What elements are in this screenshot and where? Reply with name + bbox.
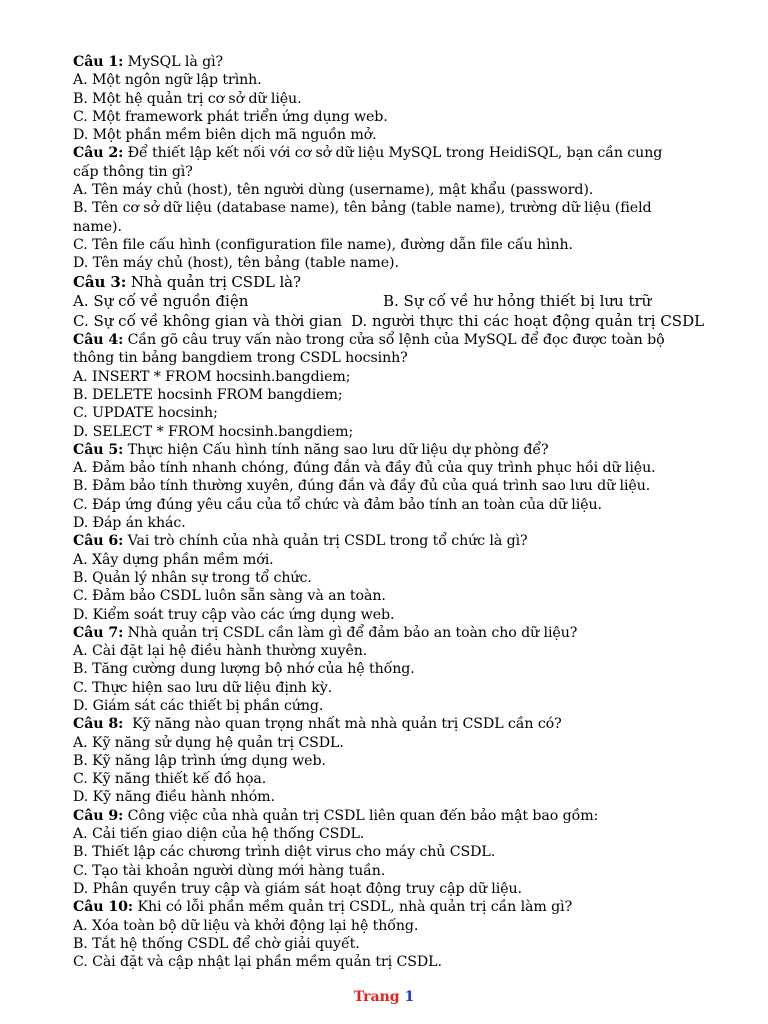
question-8-title xyxy=(73,715,728,733)
question-10-text: Khi có lỗi phần mềm quản trị CSDL, nhà quản trị cần làm gì? xyxy=(133,899,573,916)
question-5-text: Thực hiện Cấu hình tính năng sao lưu dữ liệu dự phòng để? xyxy=(123,441,549,458)
question-2-option-b: B. Tên cơ sở dữ liệu (database name), tên bảng (table name), trường dữ liệu (field xyxy=(73,200,652,217)
question-4-option-c: C. UPDATE hocsinh; xyxy=(73,405,218,422)
question-10-title xyxy=(73,898,728,916)
question-1 xyxy=(73,53,728,144)
question-3-text: Nhà quản trị CSDL là? xyxy=(126,272,301,291)
question-1-title xyxy=(73,53,728,71)
question-5-option-d: D. Đáp án khác. xyxy=(73,515,186,532)
page-number: 1 xyxy=(404,989,415,1005)
question-5-option-c: C. Đáp ứng đúng yêu cầu của tổ chức và đảm bảo tính an toàn của dữ liệu. xyxy=(73,496,602,513)
question-3-option-b: B. Sự cố về hư hỏng thiết bị lưu trữ xyxy=(383,292,652,311)
question-8-option-b: B. Kỹ năng lập trình ứng dụng web. xyxy=(73,752,326,769)
question-2-option-a: A. Tên máy chủ (host), tên người dùng (username), mật khẩu (password). xyxy=(73,182,594,199)
question-6-option-b: B. Quản lý nhân sự trong tổ chức. xyxy=(73,569,312,586)
question-6-option-c: C. Đảm bảo CSDL luôn sẵn sàng và an toàn. xyxy=(73,588,386,605)
question-7-text: Nhà quản trị CSDL cần làm gì để đảm bảo an toàn cho dữ liệu? xyxy=(123,624,578,641)
question-6-option-a: A. Xây dựng phần mềm mới. xyxy=(73,551,274,568)
question-9-text: Công việc của nhà quản trị CSDL liên quan đến bảo mật bao gồm: xyxy=(123,807,599,824)
question-4-text-line-1: Cần gõ câu truy vấn nào trong cửa sổ lệnh của MySQL để đọc được toàn bộ xyxy=(123,332,665,349)
question-8-option-c: C. Kỹ năng thiết kế đồ họa. xyxy=(73,771,267,788)
question-5 xyxy=(73,441,728,532)
question-6-option-d: D. Kiểm soát truy cập vào các ứng dụng web. xyxy=(73,606,395,623)
question-9-option-b: B. Thiết lập các chương trình diệt virus cho máy chủ CSDL. xyxy=(73,844,496,861)
question-4-option-d: D. SELECT * FROM hocsinh.bangdiem; xyxy=(73,423,354,440)
question-1-option-d: D. Một phần mềm biên dịch mã nguồn mở. xyxy=(73,127,377,144)
question-7-option-c: C. Thực hiện sao lưu dữ liệu định kỳ. xyxy=(73,679,333,696)
page-label: Trang xyxy=(353,989,405,1005)
question-8-option-d: D. Kỹ năng điều hành nhóm. xyxy=(73,789,275,806)
question-6-title xyxy=(73,532,728,550)
question-10-option-a: A. Xóa toàn bộ dữ liệu và khởi động lại hệ thống. xyxy=(73,917,419,934)
question-4-option-b: B. DELETE hocsinh FROM bangdiem; xyxy=(73,386,343,403)
question-10-option-c: C. Cài đặt và cập nhật lại phần mềm quản trị CSDL. xyxy=(73,954,442,971)
question-1-text: MySQL là gì? xyxy=(123,54,224,70)
question-2-option-d: D. Tên máy chủ (host), tên bảng (table name). xyxy=(73,255,399,272)
question-3 xyxy=(73,273,728,332)
question-4-option-a: A. INSERT * FROM hocsinh.bangdiem; xyxy=(73,368,351,385)
question-9 xyxy=(73,807,728,898)
question-9-option-c: C. Tạo tài khoản người dùng mới hàng tuần. xyxy=(73,862,386,879)
question-3-number: Câu 3: xyxy=(73,272,127,291)
question-7-number: Câu 7: xyxy=(73,624,124,641)
question-7-option-d: D. Giám sát các thiết bị phần cứng. xyxy=(73,698,324,714)
question-10 xyxy=(73,898,728,971)
question-2 xyxy=(73,144,728,272)
question-7-title xyxy=(73,624,728,642)
question-8-number: Câu 8: xyxy=(73,716,124,733)
question-7 xyxy=(73,624,728,715)
question-8-option-a: A. Kỹ năng sử dụng hệ quản trị CSDL. xyxy=(73,734,344,751)
question-3-title xyxy=(73,273,728,293)
question-2-number: Câu 2: xyxy=(73,145,124,162)
question-5-number: Câu 5: xyxy=(73,441,124,458)
question-1-option-c: C. Một framework phát triển ứng dụng web. xyxy=(73,108,388,125)
question-9-title xyxy=(73,807,728,825)
question-9-option-d: D. Phân quyền truy cập và giám sát hoạt động truy cập dữ liệu. xyxy=(73,880,522,897)
question-3-option-row-1 xyxy=(73,292,728,312)
question-2-option-b-cont: name). xyxy=(73,218,122,235)
question-10-option-b: B. Tắt hệ thống CSDL để chờ giải quyết. xyxy=(73,935,360,952)
question-4-text-line-2: thông tin bảng bangdiem trong CSDL hocsinh? xyxy=(73,350,408,367)
question-2-title xyxy=(73,144,728,162)
question-9-number: Câu 9: xyxy=(73,807,124,824)
question-2-option-c: C. Tên file cấu hình (configuration file name), đường dẫn file cấu hình. xyxy=(73,236,573,253)
question-8-text: Kỹ năng nào quan trọng nhất mà nhà quản trị CSDL cần có? xyxy=(123,716,562,733)
question-3-option-row-2 xyxy=(73,312,728,332)
question-1-option-a: A. Một ngôn ngữ lập trình. xyxy=(73,72,262,89)
question-4-number: Câu 4: xyxy=(73,332,124,349)
question-6-number: Câu 6: xyxy=(73,533,124,550)
question-7-option-b: B. Tăng cường dung lượng bộ nhớ của hệ thống. xyxy=(73,661,415,678)
question-5-option-a: A. Đảm bảo tính nhanh chóng, đúng đắn và đầy đủ của quy trình phục hồi dữ liệu. xyxy=(73,460,656,477)
question-3-option-c: C. Sự cố về không gian và thời gian xyxy=(73,311,343,330)
question-5-option-b: B. Đảm bảo tính thường xuyên, đúng đắn và đầy đủ của quá trình sao lưu dữ liệu. xyxy=(73,478,651,495)
question-3-option-a: A. Sự cố về nguồn điện xyxy=(73,292,249,311)
question-2-text-line-2: cấp thông tin gì? xyxy=(73,163,193,180)
question-6 xyxy=(73,532,728,623)
question-9-option-a: A. Cải tiến giao diện của hệ thống CSDL. xyxy=(73,826,365,843)
question-2-text-line-1: Để thiết lập kết nối với cơ sở dữ liệu MySQL trong HeidiSQL, bạn cần cung xyxy=(123,145,663,162)
question-1-number: Câu 1: xyxy=(73,54,124,70)
question-6-text: Vai trò chính của nhà quản trị CSDL trong tổ chức là gì? xyxy=(123,533,528,550)
question-10-number: Câu 10: xyxy=(73,899,134,916)
question-1-option-b: B. Một hệ quản trị cơ sở dữ liệu. xyxy=(73,90,302,107)
page-footer xyxy=(0,989,768,1005)
question-3-option-d: D. người thực thi các hoạt động quản trị CSDL xyxy=(351,311,705,330)
question-4-title xyxy=(73,331,728,349)
question-8 xyxy=(73,715,728,806)
question-7-option-a: A. Cài đặt lại hệ điều hành thường xuyên. xyxy=(73,643,368,660)
question-5-title xyxy=(73,441,728,459)
question-4 xyxy=(73,331,728,441)
